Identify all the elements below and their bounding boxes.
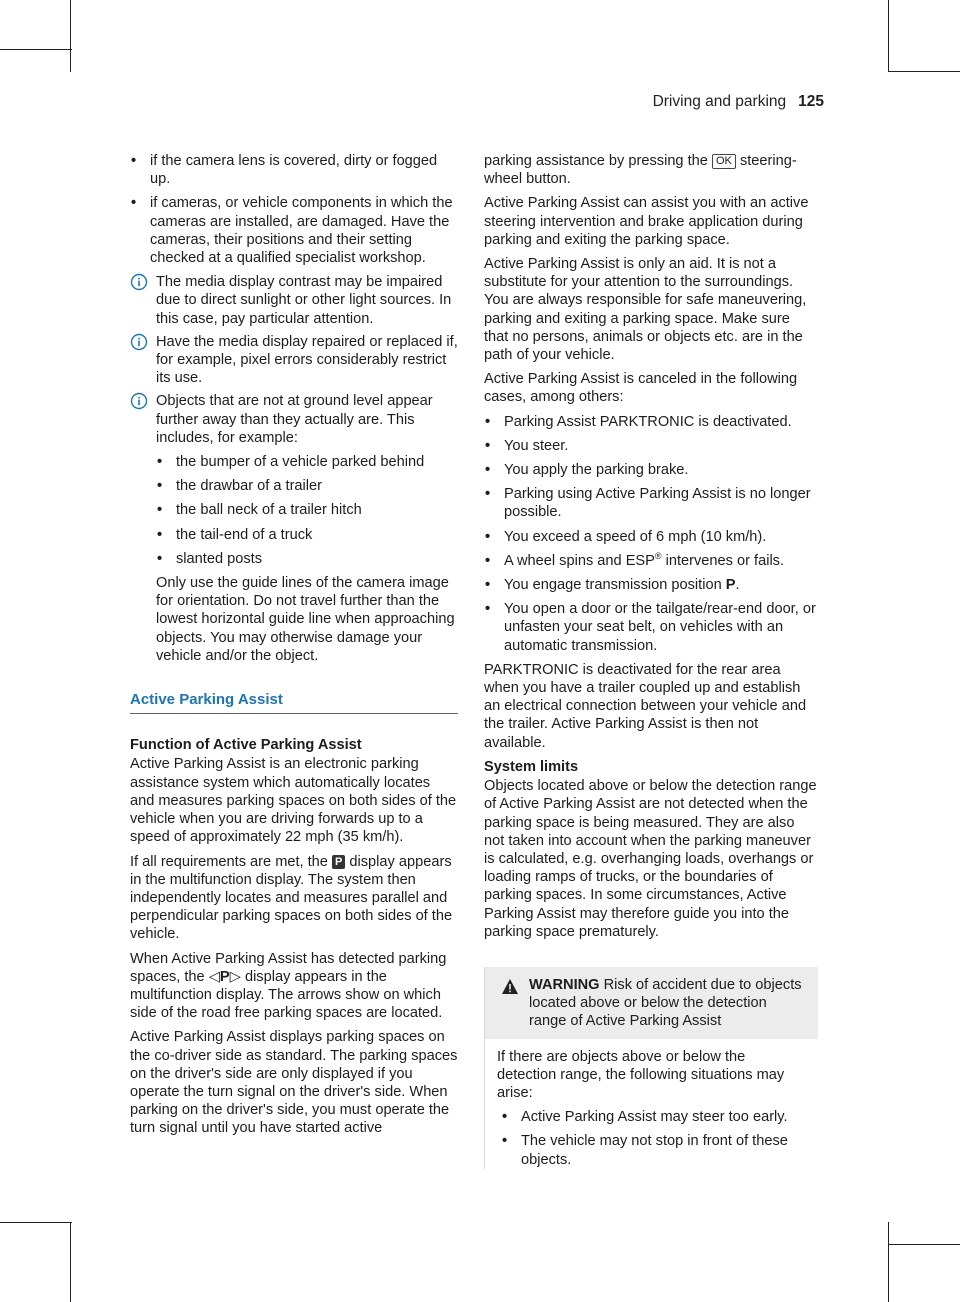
parking-arrows-icon: ◁P▷ — [208, 968, 241, 985]
note-text: The media display contrast may be impaired due to direct sunlight or other light sources. In this case, pay particular attention. — [156, 274, 452, 327]
registered-mark: ® — [654, 551, 662, 561]
park-gear-icon: P — [725, 577, 736, 594]
text-run: A wheel spins and ESP — [504, 552, 655, 569]
text-run: display appears in the multifunction display. The arrows show on which side of the road free parking spaces are located. — [130, 968, 443, 1022]
list-item: • You steer. — [484, 437, 818, 455]
crop-mark — [888, 1222, 889, 1302]
note-icon — [130, 392, 148, 410]
left-column — [130, 152, 458, 1144]
paragraph: Active Parking Assist displays parking spaces on the co-driver side as standard. The parking spaces on the driver's side are only displayed if you operate the turn signal on the driver's side. When parking on the driver's side, you must operate the turn signal until you have started active — [130, 1029, 458, 1137]
note — [130, 333, 458, 388]
list-item: • slanted posts — [156, 550, 458, 568]
list-item: • You exceed a speed of 6 mph (10 km/h). — [484, 528, 818, 546]
list-item: • You apply the parking brake. — [484, 461, 818, 479]
paragraph: PARKTRONIC is deactivated for the rear area when you have a trailer coupled up and establish an electrical connection between your vehicle and the trailer. Active Parking Assist is then not available. — [484, 661, 807, 751]
note-icon — [130, 273, 148, 291]
text-run: When Active Parking Assist has detected parking spaces, the — [130, 950, 447, 985]
subheading: System limits — [484, 758, 579, 775]
page-header — [653, 93, 824, 111]
note-text: Only use the guide lines of the camera image for orientation. Do not travel further than the lowest horizontal guide line when approaching objects. You may otherwise damage your vehicle and/or the object. — [156, 575, 455, 664]
list-item: • Parking using Active Parking Assist is no longer possible. — [484, 485, 818, 521]
list-item: • the tail-end of a truck — [156, 526, 458, 544]
note — [130, 273, 458, 328]
note-text: Have the media display repaired or replaced if, for example, pixel errors considerably restrict its use. — [156, 333, 458, 387]
paragraph: Objects located above or below the detection range of Active Parking Assist are not detected when the parking space is being measured. They are also not taken into account when the parking maneuver is calculated, e.g. overhanging loads, overhangs or loading ramps of trucks, or the boundaries of parking spaces. In some circumstances, Active Parking Assist may therefore guide you into the parking space prematurely. — [484, 778, 817, 940]
text-run: . — [735, 577, 740, 594]
warning-label: WARNING — [529, 976, 600, 993]
page-number: 125 — [798, 93, 824, 110]
section-title: Active Parking Assist — [130, 691, 458, 714]
paragraph: If there are objects above or below the detection range, the following situations may arise: — [497, 1048, 785, 1101]
text-run: steering-wheel button. — [484, 153, 797, 188]
crop-mark — [70, 1222, 71, 1302]
paragraph: Active Parking Assist is canceled in the following cases, among others: — [484, 371, 798, 406]
parking-symbol-icon: P — [332, 855, 345, 869]
list-item: • the ball neck of a trailer hitch — [156, 501, 458, 519]
note-icon — [130, 333, 148, 351]
list-item: • Parking Assist PARKTRONIC is deactivated. — [484, 413, 818, 431]
note — [130, 392, 458, 665]
header-section: Driving and parking — [652, 93, 787, 110]
warning-icon — [501, 978, 519, 995]
paragraph — [484, 152, 818, 188]
text-run: intervenes or fails. — [665, 552, 785, 569]
paragraph: Active Parking Assist is only an aid. It is not a substitute for your attention to the surroundings. You are always responsible for safe maneuvering, parking and exiting a parking space. Make sure that no persons, animals or objects etc. are in the path of your vehicle. — [484, 256, 807, 364]
note-text: Objects that are not at ground level appear further away than they actually are. This includes, for example: — [156, 393, 433, 446]
paragraph: Active Parking Assist can assist you with an active steering intervention and brake application during parking and exiting the parking space. — [484, 195, 809, 248]
warning-box — [484, 967, 818, 1169]
crop-mark — [888, 1244, 960, 1245]
ok-key-icon: OK — [712, 154, 736, 169]
crop-mark — [888, 71, 960, 72]
text-run: parking assistance by pressing the — [484, 153, 708, 169]
list-item — [484, 552, 818, 570]
subheading: Function of Active Parking Assist — [130, 737, 362, 754]
list-item: • You open a door or the tailgate/rear-end door, or unfasten your seat belt, on vehicles with an automatic transmission. — [484, 600, 818, 655]
list-item: • the bumper of a vehicle parked behind — [156, 453, 458, 471]
paragraph: Active Parking Assist is an electronic parking assistance system which automatically locates and measures parking spaces on both sides of the vehicle when you are driving forwards up to a speed of approximately 22 mph (35 km/h). — [130, 756, 457, 846]
list-item: • Active Parking Assist may steer too early. — [501, 1108, 806, 1126]
list-item — [484, 576, 818, 594]
crop-mark — [0, 49, 72, 50]
text-run: You engage transmission position — [504, 577, 722, 594]
paragraph — [130, 950, 458, 1023]
text-run: If all requirements are met, the — [130, 853, 328, 870]
warning-title: Risk of accident due to objects located above or below the detection range of Active Parking Assist — [529, 976, 802, 1030]
warning-header — [485, 967, 818, 1039]
crop-mark — [888, 0, 889, 72]
crop-mark — [0, 1222, 72, 1223]
right-column — [484, 152, 818, 1175]
list-item: • The vehicle may not stop in front of these objects. — [501, 1132, 806, 1168]
paragraph — [130, 853, 458, 944]
list-item: • if cameras, or vehicle components in which the cameras are installed, are damaged. Have the cameras, their positions and their setting checked at a qualified specialist workshop. — [130, 194, 458, 267]
list-item: • the drawbar of a trailer — [156, 477, 458, 495]
text-run: display appears in the multifunction display. The system then independently locates and measures parallel and perpendicular parking spaces on both sides of the vehicle. — [130, 853, 453, 943]
crop-mark — [70, 0, 71, 72]
list-item: • if the camera lens is covered, dirty or fogged up. — [130, 152, 458, 188]
warning-body — [485, 1039, 818, 1169]
